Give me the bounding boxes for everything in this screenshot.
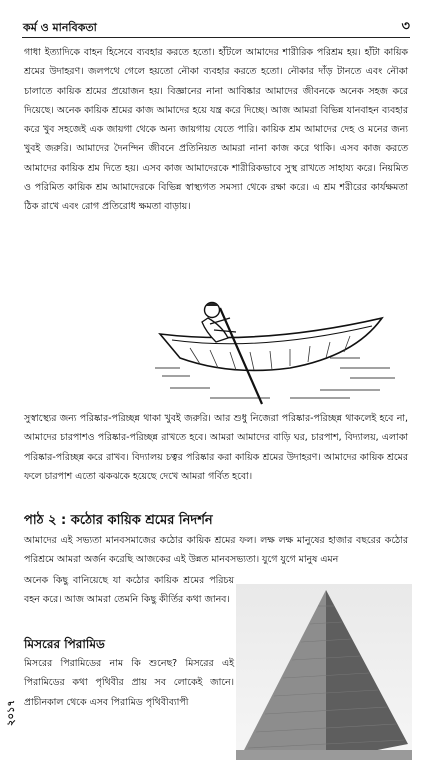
pyramid-photo bbox=[236, 584, 412, 760]
body-paragraph-2: সুস্বাস্থ্যের জন্য পরিষ্কার-পরিচ্ছন্ন থাকা খুবই জরুরি। আর শুধু নিজেরা পরিষ্কার-পরিচ্ছন্ন থাকলেই হবে না, আমাদের চারপাশও পরিষ্কার-পরিচ্ছন্ন রাখতে হবে। আমরা আমাদের বাড়ি ঘর, চারপাশ, বিদ্যালয়, এলাকা পরিষ্কার-পরিচ্ছন্ন করে রাখব। বিদ্যালয় চত্বর পরিষ্কার করা কায়িক শ্রমের উদাহরণ। আমাদের কায়িক শ্রমের ফলে চারপাশ এতো ঝকঝকে হয়েছে দেখে আমরা গর্বিত হবো। bbox=[24, 413, 408, 482]
subheading-pyramid: মিসরের পিরামিড bbox=[24, 637, 105, 651]
page-number-side: ২০১৭ bbox=[6, 700, 17, 726]
header-rule bbox=[22, 37, 410, 38]
lesson-heading: পাঠ ২ : কঠোর কায়িক শ্রমের নিদর্শন bbox=[24, 513, 213, 528]
body-paragraph-3: আমাদের এই সভ্যতা মানবসমাজের কঠোর কায়িক শ্রমের ফল। লক্ষ লক্ষ মানুষের হাজার বছরের কঠোর পরিশ্রমে আমরা অর্জন করেছি আজকের এই উন্নত মানবসভ্যতা। যুগে যুগে মানুষ এমন bbox=[24, 535, 408, 566]
page-number-top: ৩ bbox=[401, 19, 410, 34]
body-paragraph-1: গাধা ইত্যাদিকে বাহন হিসেবে ব্যবহার করতে হতো। হাঁটলে আমাদের শারীরিক পরিশ্রম হয়। হাঁটা কায়িক শ্রমের উদাহরণ। জলপথে গেলে হয়তো নৌকা ব্যবহার করতে হতো। নৌকার দাঁড় টানতে এবং নৌকা চালাতে কায়িক শ্রমের প্রয়োজন হয়। বিজ্ঞানের নানা আবিষ্কার আমাদের জীবনকে অনেক সহজ করে দিয়েছে। অনেক কায়িক শ্রমের কাজ আমাদের হয়ে যন্ত্র করে দিচ্ছে। আজ আমরা বিভিন্ন যানবাহন ব্যবহার করে খুব সহজেই এক জায়গা থেকে অন্য জায়গায় যেতে পারি। কায়িক শ্রম আমাদের দেহ ও মনের জন্য খুবই জরুরি। আমাদের দৈনন্দিন জীবনে প্রতিনিয়ত আমরা নানা কাজ করে থাকি। এসব কাজ করতে আমাদের কায়িক শ্রম দিতে হয়। এসব কাজ আমাদেরকে শারীরিকভাবে সুস্থ রাখতে সাহায্য করে। নিয়মিত ও পরিমিত কায়িক শ্রম আমাদেরকে বিভিন্ন স্বাস্থ্যগত সমস্যা থেকে রক্ষা করে। এ শ্রম শরীরের কার্যক্ষমতা ঠিক রাখে এবং রোগ প্রতিরোধ ক্ষমতা বাড়ায়। bbox=[24, 47, 408, 213]
running-header-title: কর্ম ও মানবিকতা bbox=[23, 21, 97, 34]
boat-rowing-illustration bbox=[150, 298, 400, 406]
body-paragraph-4: অনেক কিছু বানিয়েছে যা কঠোর কায়িক শ্রমের পরিচয় বহন করে। আজ আমরা তেমনি কিছু কীর্তির কথা জানব। bbox=[24, 575, 234, 606]
body-paragraph-5: মিসরের পিরামিডের নাম কি শুনেছ? মিসরের এই পিরামিডের কথা পৃথিবীর প্রায় সব লোকেই জানে। প্রাচীনকাল থেকে এসব পিরামিড পৃথিবীব্যাপী bbox=[24, 658, 234, 708]
